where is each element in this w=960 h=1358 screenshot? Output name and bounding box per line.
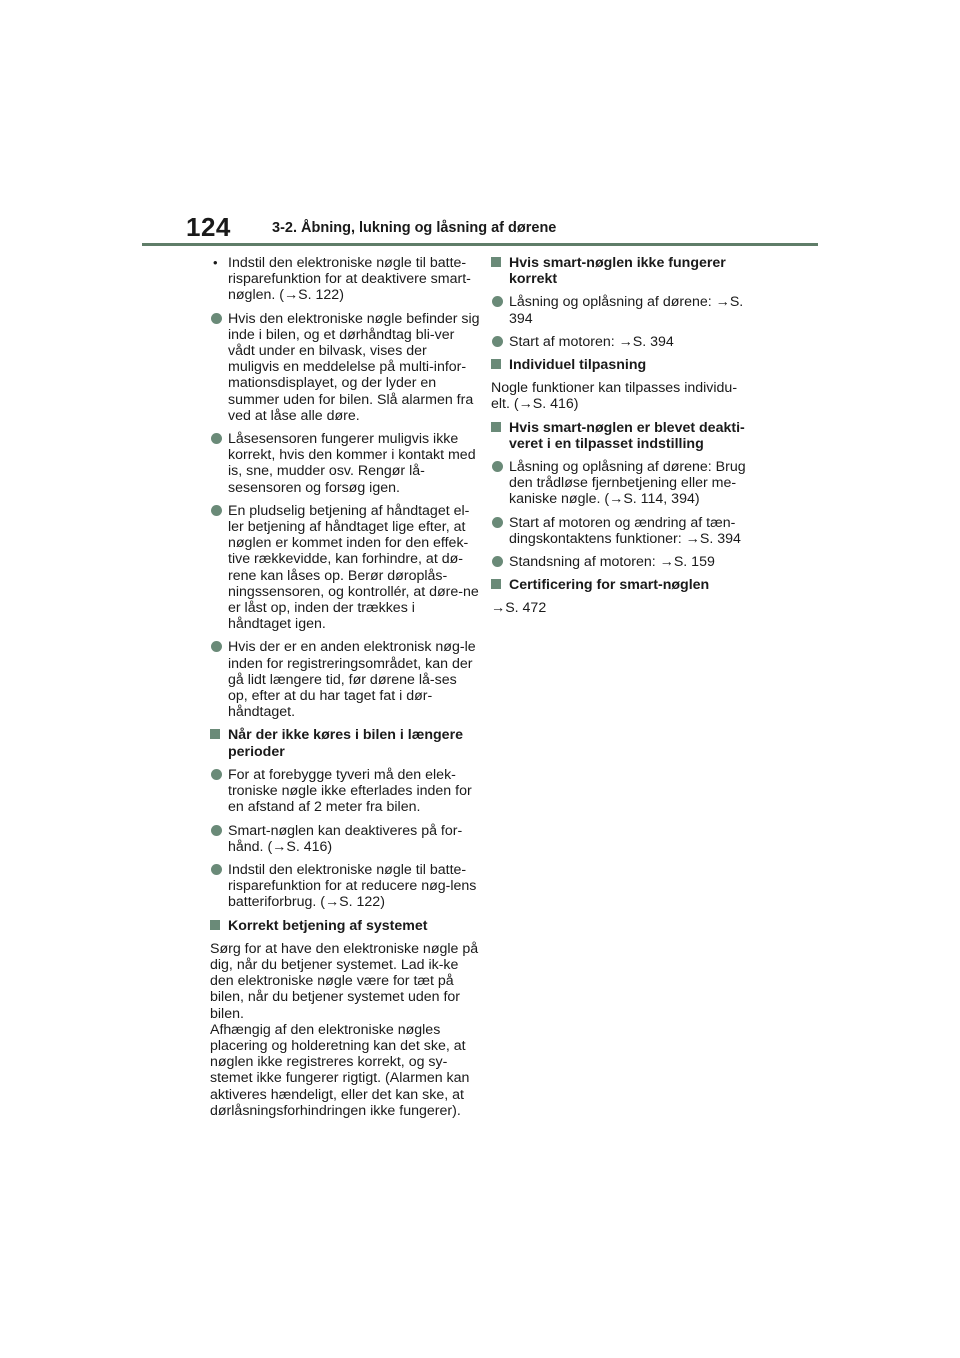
right-column bbox=[491, 255, 753, 624]
heading-text: Hvis smart-nøglen er blevet deakti-veret i en tilpasset indstilling bbox=[509, 419, 745, 452]
dash-bullet-icon: • bbox=[213, 255, 218, 270]
list-item bbox=[210, 767, 480, 816]
page-number: 124 bbox=[186, 212, 231, 242]
item-text: Hvis den elektroniske nøgle befinder sig inde i bilen, og et dørhåndtag bli-ver vådt under en bilvask, vises der muligvis en meddelelse på multi-infor-mationsdisplayet, og der lyder en summer uden for bilen. Slå alarmen fra ved at låse alle døre. bbox=[228, 310, 480, 424]
subsection-heading bbox=[491, 357, 753, 373]
subsection-heading bbox=[491, 255, 753, 287]
list-item bbox=[491, 459, 753, 508]
list-item bbox=[491, 515, 753, 547]
heading-text: Hvis smart-nøglen ikke fungerer korrekt bbox=[509, 255, 726, 288]
page-header bbox=[0, 0, 960, 250]
list-item bbox=[491, 294, 753, 326]
list-item bbox=[210, 311, 480, 424]
item-text: For at forebygge tyveri må den elek-troniske nøgle ikke efterlades inden for en afstand af 2 meter fra bilen. bbox=[228, 766, 472, 816]
list-item bbox=[210, 823, 480, 855]
item-text: Låsning og oplåsning af dørene: Brug den trådløse fjernbetjening eller me-kaniske nøgle. (→S. 114, 394) bbox=[509, 459, 746, 508]
subsection-heading bbox=[210, 727, 480, 759]
item-text: En pludselig betjening af håndtaget el-ler betjening af håndtaget lige efter, at nøglen er kommet inden for den effek-tive rækkevidde, kan forhindre, at dø-rene kan låses op. Berør døroplås-ningssensoren, og kontrollér, at døre-ne er låst op, inden der trækkes i håndtaget igen. bbox=[228, 502, 479, 633]
left-column bbox=[210, 255, 480, 1126]
item-text: Standsning af motoren: →S. 159 bbox=[509, 554, 715, 571]
header-divider bbox=[142, 243, 818, 246]
subsection-heading bbox=[210, 918, 480, 934]
item-text: Hvis der er en anden elektronisk nøg-le inden for registreringsområdet, kan der gå lidt længere tid, før dørene lå-ses op, efter at du har taget fat i dør-håndtaget. bbox=[228, 639, 476, 721]
item-text: Indstil den elektroniske nøgle til batte-risparefunktion for at deaktivere smart-nøglen. (→S. 122) bbox=[228, 255, 471, 304]
list-item bbox=[210, 255, 480, 304]
body-paragraph: Sørg for at have den elektroniske nøgle på dig, når du betjener systemet. Lad ik-ke den elektroniske nøgle være for tæt på bilen, når du betjener systemet uden for bilen. bbox=[210, 940, 479, 1022]
item-text: Start af motoren: →S. 394 bbox=[509, 333, 674, 350]
section-title: 3-2. Åbning, lukning og låsning af dørene bbox=[272, 220, 557, 236]
list-item bbox=[210, 503, 480, 633]
body-paragraph: →S. 472 bbox=[491, 600, 547, 617]
body-paragraph: Nogle funktioner kan tilpasses individu-elt. (→S. 416) bbox=[491, 380, 738, 413]
item-text: Låsning og oplåsning af dørene: →S. 394 bbox=[509, 294, 744, 327]
list-item bbox=[491, 334, 753, 350]
subsection-heading bbox=[491, 420, 753, 452]
item-text: Låsesensoren fungerer muligvis ikke korrekt, hvis den kommer i kontakt med is, sne, mudder osv. Rengør lå-sesensoren og forsøg igen. bbox=[228, 431, 476, 496]
heading-text: Certificering for smart-nøglen bbox=[509, 577, 710, 594]
item-text: Start af motoren og ændring af tæn-dingskontaktens funktioner: →S. 394 bbox=[509, 514, 741, 547]
body-paragraph: Afhængig af den elektroniske nøgles placering og holderetning kan det ske, at nøglen ikke registreres korrekt, og sy-stemet ikke fungerer rigtigt. (Alarmen kan aktiveres hændeligt, eller det kan ske, at dørlåsningsforhindringen ikke fungerer). bbox=[210, 1021, 470, 1119]
heading-text: Korrekt betjening af systemet bbox=[228, 917, 428, 934]
list-item bbox=[210, 431, 480, 496]
heading-text: Individuel tilpasning bbox=[509, 357, 647, 374]
list-item bbox=[491, 554, 753, 570]
heading-text: Når der ikke køres i bilen i længere perioder bbox=[228, 727, 463, 760]
item-text: Smart-nøglen kan deaktiveres på for-hånd. (→S. 416) bbox=[228, 822, 463, 855]
list-item bbox=[210, 862, 480, 911]
item-text: Indstil den elektroniske nøgle til batte-risparefunktion for at reducere nøg-lens batteriforbrug. (→S. 122) bbox=[228, 861, 477, 911]
list-item bbox=[210, 639, 480, 720]
subsection-heading bbox=[491, 577, 753, 593]
